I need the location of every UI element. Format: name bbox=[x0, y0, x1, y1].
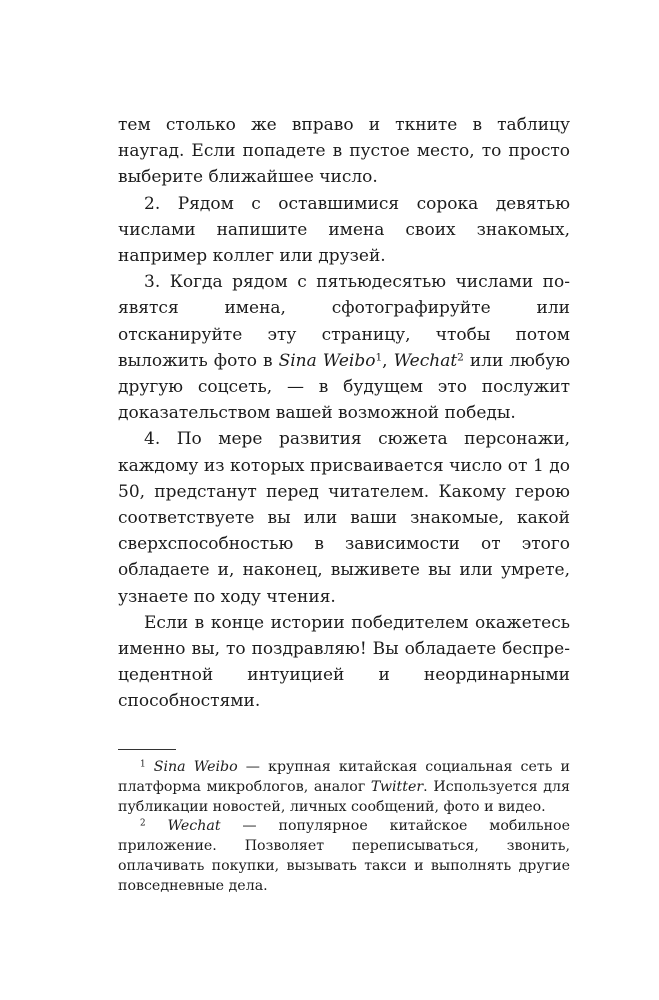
footnote-term: Wechat bbox=[167, 818, 221, 835]
footnote-ref-1[interactable]: 1 bbox=[375, 351, 383, 364]
footnote-text: . Используется для публикации новостей, личных сообщений, фото и видео. bbox=[118, 778, 570, 815]
footnote-1 bbox=[118, 758, 570, 817]
footnote-divider bbox=[118, 749, 176, 750]
paragraph-text: Если в конце истории победителем окажетесь именно вы, то поздравляю! Вы обладаете беспрецедентной интуицией и неординарными способностями. bbox=[118, 612, 570, 712]
paragraph-text: 2. Рядом с оставшимися сорока девятью числами напишите имена своих знакомых, например коллег или друзей. bbox=[118, 193, 570, 267]
twitter-term: Twitter bbox=[370, 778, 424, 795]
sina-weibo-term: Sina Weibo bbox=[278, 350, 376, 371]
paragraph-text: 3. Когда рядом с пятьюдесятью числами появятся имена, сфотографируйте или отсканируйте эту страницу, чтобы потом выложить фото в bbox=[118, 272, 570, 371]
paragraph-step-2 bbox=[118, 191, 570, 270]
paragraph-text: , bbox=[382, 350, 394, 371]
wechat-term: Wechat bbox=[393, 350, 458, 371]
footnote-term: Sina Weibo bbox=[153, 759, 238, 775]
footnotes bbox=[118, 758, 570, 897]
paragraph-continued bbox=[118, 112, 570, 191]
paragraph-text: или любую другую соцсеть, — в будущем это послужит доказательством вашей возможной победы. bbox=[118, 350, 570, 424]
footnote-2 bbox=[118, 817, 570, 896]
main-text bbox=[118, 112, 570, 715]
footnote-text: — крупная китайская социальная сеть и платформа микроблогов, аналог bbox=[118, 759, 570, 795]
paragraph-step-3 bbox=[118, 269, 570, 426]
paragraph-text: тем столько же вправо и ткните в таблицу наугад. Если попадете в пустое место, то просто выберите ближайшее число. bbox=[118, 115, 570, 188]
paragraph-conclusion bbox=[118, 610, 570, 715]
footnote-ref-2[interactable]: 2 bbox=[457, 351, 464, 364]
footnote-text: — популярное китайское мобильное приложение. Позволяет переписываться, звонить, оплачивать покупки, вызывать такси и выполнять другие повседневные дела. bbox=[118, 818, 570, 894]
footnote-number: 1 bbox=[140, 759, 146, 770]
footnote-number: 2 bbox=[140, 819, 146, 829]
paragraph-text: 4. По мере развития сюжета персонажи, каждому из которых присваивается число от 1 до 50, предстанут перед читателем. Какому герою соответствуете вы или ваши знакомые, какой сверхспособностью в зависимости от этого обладаете и, наконец, выживете вы или умрете, узнаете по ходу чтения. bbox=[118, 429, 570, 607]
paragraph-step-4 bbox=[118, 426, 570, 609]
